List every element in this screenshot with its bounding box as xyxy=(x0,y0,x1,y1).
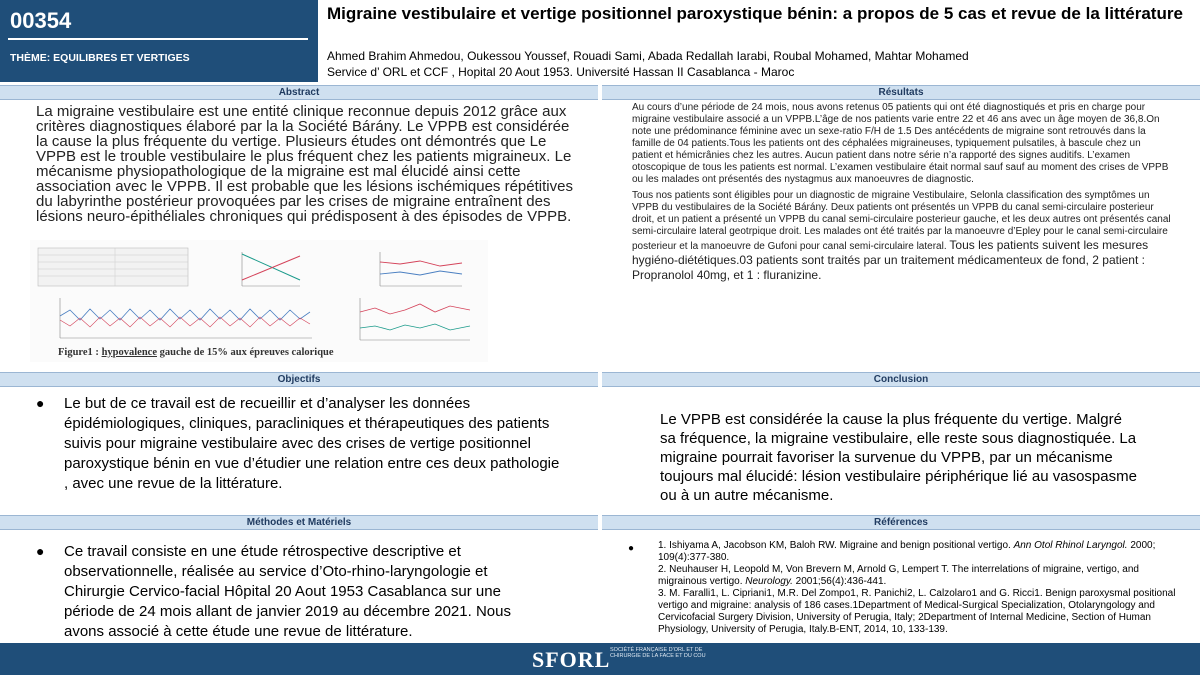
reference-1-details: 2000; 109(4):377-380. xyxy=(658,540,1156,563)
sforl-subtitle: SOCIÉTÉ FRANÇAISE D'ORL ET DE CHIRURGIE DE LA FACE ET DU COU xyxy=(610,647,706,660)
theme-label: THÈME: EQUILIBRES ET VERTIGES xyxy=(10,52,190,64)
section-conclusion: Conclusion xyxy=(602,372,1200,387)
objectives-bullet xyxy=(36,394,564,494)
conclusion-text: Le VPPB est considérée la cause la plus fréquente du vertige. Malgré sa fréquence, la migraine vestibulaire, elle reste sous diagnostiquée. La migraine pourrait favoriser la survenue du VPPB, par un mécanisme toujours mal élucidé: lésion vestibulaire périphérique lié au vasospasme ou à un autre mécanisme. xyxy=(660,411,1137,504)
header-divider xyxy=(8,38,308,40)
figure-caption-rest: gauche de 15% aux épreuves calorique xyxy=(159,347,334,358)
figure-graphics xyxy=(30,240,488,350)
sforl-logo: SFORL xyxy=(532,647,611,672)
results-text xyxy=(632,102,1172,283)
figure-freyss-graph-2 xyxy=(380,252,462,286)
reference-1-authors: 1. Ishiyama A, Jacobson KM, Baloh RW. Migraine and benign positional vertigo. xyxy=(658,540,1011,551)
results-paragraph-2 xyxy=(632,190,1172,283)
reference-2-journal: Neurology. xyxy=(745,576,793,587)
bullet-icon: ● xyxy=(36,543,45,559)
header-banner xyxy=(0,0,318,82)
reference-2-details: 2001;56(4):436-441. xyxy=(795,576,887,587)
figure-caption-prefix: Figure1 : xyxy=(58,347,99,358)
results-paragraph-2-text: Tous nos patients sont éligibles pour un diagnostic de migraine Vestibulaire, Selonla classification des symptômes un VPPB du vestibulaires de la Société Bárány. Deux patients ont présentés un VPPB du canal semi-circulaire posterieur droit, et un patient a présenté un VPPB du canal semi-circulaire posterieur gauche, et les deux autres ont présentés canal semi-circulaire lateral geotrpique droit. Les malades ont été traités par la manoeuvre d’Epley pour le canal semi-circulaire posterieur et la manoeuvre de Gufoni pour canal semi-circulaire lateral. xyxy=(632,190,1171,252)
methods-bullet xyxy=(36,542,544,642)
figure-angular-trace xyxy=(60,298,312,338)
reference-1-journal: Ann Otol Rhinol Laryngol. xyxy=(1013,540,1128,551)
figure-caption-underlined: hypovalence xyxy=(101,347,157,358)
authors: Ahmed Brahim Ahmedou, Oukessou Youssef, Rouadi Sami, Abada Redallah Iarabi, Roubal Mohamed, Mahtar Mohamed xyxy=(327,49,969,63)
section-methods: Méthodes et Matériels xyxy=(0,515,598,530)
objectives-text: Le but de ce travail est de recueillir et d’analyser les données épidémiologiques, cliniques, paracliniques et thérapeutiques des patients suivis pour migraine vestibulaire avec des crises de vertige positionnel paroxystique bénin en vue d’étudier une relation entre ces deux pathologie , avec une revue de la littérature. xyxy=(64,395,560,492)
bullet-icon: ● xyxy=(36,395,45,411)
results-paragraph-2-treatment: Tous les patients suivent les mesures hygiéno-diététiques.03 patients sont traités par un traitement médicamenteux de fond, 2 patient : Propranolol 40mg, et 1 : fluranizine. xyxy=(632,238,1149,282)
reference-1 xyxy=(658,540,1176,564)
reference-2 xyxy=(658,564,1176,588)
section-objectives: Objectifs xyxy=(0,372,598,387)
results-figure xyxy=(30,240,488,362)
bullet-icon: ● xyxy=(628,543,635,554)
section-results: Résultats xyxy=(602,85,1200,100)
section-references: Références xyxy=(602,515,1200,530)
affiliation: Service d’ ORL et CCF , Hopital 20 Aout 1953. Université Hassan II Casablanca - Maroc xyxy=(327,65,795,79)
reference-3: 3. M. Faralli1, L. Cipriani1, M.R. Del Zompo1, R. Panichi2, L. Calzolaro1 and G. Ricci1. Benign paroxysmal positional vertigo and migraine: analysis of 186 cases.1Department of Medical-Surgical Specialization, Otolaryngology and Cervicofacial Surgery Division, University of Perugia, Italy; 2Department of Internal Medicine, Section of Human Physiology, University of Perugia, Italy.B-ENT, 2014, 10, 133-139. xyxy=(658,588,1176,635)
poster-id: 00354 xyxy=(10,8,72,33)
figure-table xyxy=(38,248,188,286)
figure-freyss-graph xyxy=(242,252,300,286)
figure-velocity-graph xyxy=(360,298,470,340)
results-paragraph-1: Au cours d’une période de 24 mois, nous avons retenus 05 patients qui ont été diagnostiqués et pris en charge pour migraine vestibulaire associé a un VPPB.L’âge de nos patients varie entre 22 et 46 ans avec un âge moyen de 36,8.On note une prédominance féminine avec un sexe-ratio F/H de 1.5 Des antécédents de migraine sont retrouvés dans la famille de 04 patients.Tous les patients ont des céphalées migraineuses, typiquement pulsatiles, à bascule chez un patient et hémicrânies chez les autres. Aucun patient dans notre série n’a rapporté des signes auditifs. L’examen otoscopique de tous les patients est normal. L’examen vestibulaire était normal sauf sauf au moment des crises de VPPB ou les malades ont présentés des nystagmus aux manoeuvres de diagnostic. xyxy=(632,102,1169,185)
references-list xyxy=(628,540,1176,636)
reference-2-authors: 2. Neuhauser H, Leopold M, Von Brevern M, Arnold G, Lempert T. The interrelations of migraine, vertigo, and migrainous vertigo. xyxy=(658,564,1139,587)
figure-caption xyxy=(58,347,334,358)
poster-title: Migraine vestibulaire et vertige positionnel paroxystique bénin: a propos de 5 cas et revue de la littérature xyxy=(327,4,1183,23)
abstract-text: La migraine vestibulaire est une entité clinique reconnue depuis 2012 grâce aux critères diagnostiques élaboré par la la Société Bárány. Le VPPB est considérée la cause la plus fréquente du vertige. Plusieurs études ont démontrés que Le VPPB est le trouble vestibulaire le plus fréquent chez les patients migraineux. Le mécanisme physiopathologique de la migraine est mal élucidé ainsi cette association avec le VPPB. Il est probable que les lésions ischémiques répétitives du labyrinthe postérieur provoquées par les crises de migraine entraînent des lésions neuro-épithéliales chroniques qui prédisposent à des épisodes de VPPB. xyxy=(36,103,573,225)
methods-text: Ce travail consiste en une étude rétrospective descriptive et observationnelle, réalisée au service d’Oto-rhino-laryngologie et Chirurgie Cervico-facial Hôpital 20 Aout 1953 Casablanca sur une période de 24 mois allant de janvier 2019 au décembre 2021. Nous avons associé à cette étude une revue de littérature. xyxy=(64,543,511,640)
section-abstract: Abstract xyxy=(0,85,598,100)
references-text xyxy=(658,540,1176,636)
